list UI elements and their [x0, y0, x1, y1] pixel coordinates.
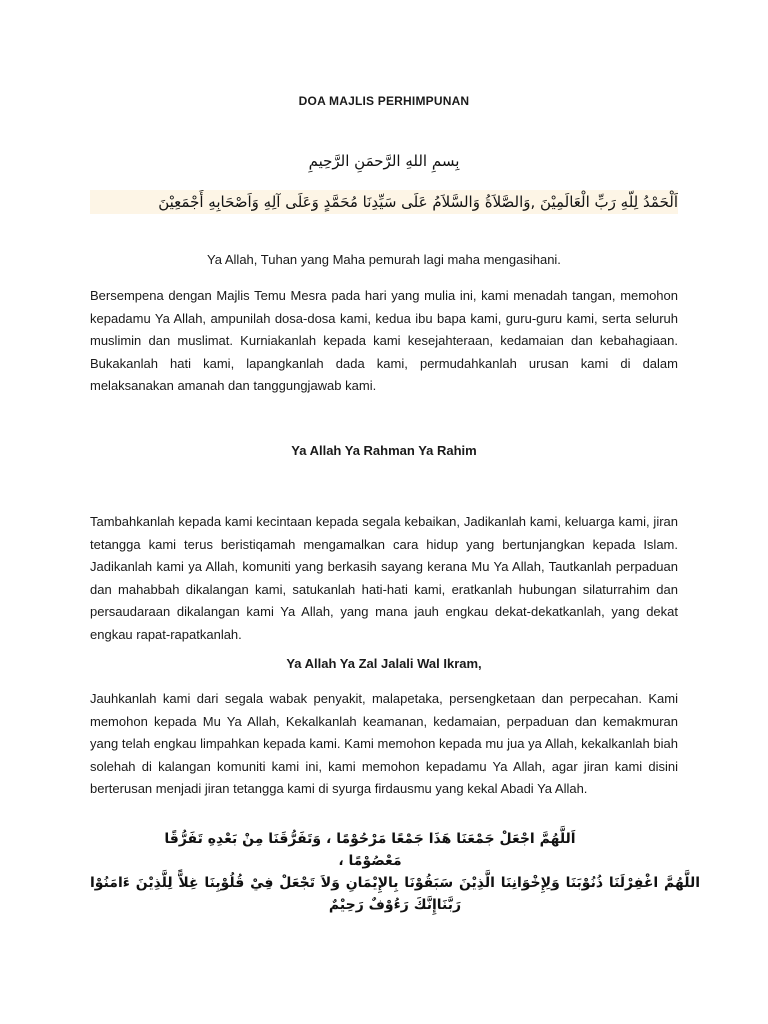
bismillah-text: بِسمِ اللهِ الرَّحمَنِ الرَّحِيمِ [308, 152, 460, 170]
opening-line: Ya Allah, Tuhan yang Maha pemurah lagi maha mengasihani. [207, 252, 561, 267]
hamdalah-text: اَلْحَمْدُ لِلّهِ رَبِّ الْعَالَمِيْنَ ,وَالصَّلاَةُ وَالسَّلاَمُ عَلَى سَيِّدِنَا مُحَمَّدٍ وَعَلَى آلِهِ وَاَصْحَابِهِ أَجْمَعِيْنَ [90, 190, 678, 214]
paragraph-3: Jauhkanlah kami dari segala wabak penyakit, malapetaka, persengketaan dan perpecahan. Kami memohon kepada Mu Ya Allah, Kekalkanlah keamanan, kedamaian, perpaduan dan kemakmuran yang telah engkau limpahkan kepada kami. Kami memohon kepada mu jua ya Allah, kekalkanlah biah solehah di kalangan komuniti kami ini, kami memohon kepadamu Ya Allah, agar jiran kami disini berterusan menjadi jiran tetangga kami di syurga firdausmu yang kekal Abadi Ya Allah. [90, 691, 678, 796]
heading-zal-jalali: Ya Allah Ya Zal Jalali Wal Ikram, [286, 656, 482, 671]
document-title: DOA MAJLIS PERHIMPUNAN [298, 94, 470, 108]
arabic-prayer-1: اَللَّهُمَّ اجْعَلْ جَمْعَنَا هَذَا جَمْعًا مَرْحُوْمًا ، وَتَفَرُّقَنَا مِنْ بَعْدِهِ تَفَرُّقًا مَعْصُوْمًا ، [164, 831, 576, 869]
paragraph-1: Bersempena dengan Majlis Temu Mesra pada hari yang mulia ini, kami menadah tangan, memohon kepadamu Ya Allah, ampunilah dosa-dosa kami, kedua ibu bapa kami, guru-guru kami, serta seluruh muslimin dan muslimat. Kurniakanlah kepada kami kesejahteraan, kedamaian dan kebahagiaan. Bukakanlah hati kami, lapangkanlah dada kami, permudahkanlah urusan kami di dalam melaksanakan amanah dan tanggungjawab kami. [90, 288, 678, 393]
arabic-prayer-2: اللَّهُمَّ اغْفِرْلَنَا ذُنُوْبَنَا وَلِإِخْوَانِنَا الَّذِيْنَ سَبَقُوْنَا بِالإِيْمَانِ وَلاَ تَجْعَلْ فِيْ قُلُوْبِنَا غِلاًّ لِلَّذِيْنَ ءَامَنُوْا رَبَّنَاإِنَّكَ رَءُوْفٌ رَحِيْمٌ [90, 875, 700, 913]
heading-rahman-rahim: Ya Allah Ya Rahman Ya Rahim [291, 443, 477, 458]
paragraph-2: Tambahkanlah kepada kami kecintaan kepada segala kebaikan, Jadikanlah kami, keluarga kami, jiran tetangga kami terus beristiqamah mengamalkan cara hidup yang bertunjangkan kepada Islam. Jadikanlah kami ya Allah, komuniti yang berkasih sayang kerana Mu Ya Allah, Tautkanlah perpaduan dan mahabbah dikalangan kami, satukanlah hati-hati kami, eratkanlah hubungan silaturrahim dan persaudaraan dikalangan kami Ya Allah, yang mana jauh engkau dekat-dekatkanlah, yang dekat engkau rapat-rapatkanlah. [90, 514, 678, 642]
